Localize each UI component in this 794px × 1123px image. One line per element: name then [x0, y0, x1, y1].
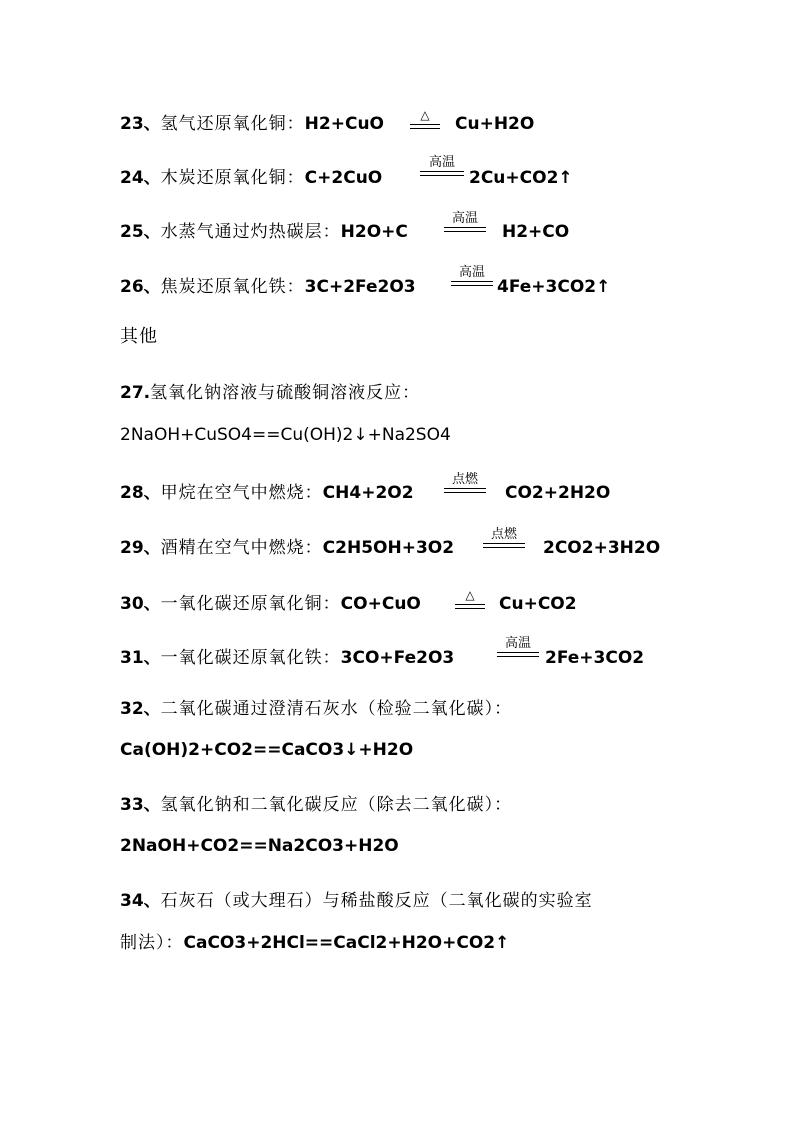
equation-line-34 [120, 890, 593, 912]
reactants: C2H5OH+3O2 [322, 538, 455, 558]
products: 2CO2+3H2O [543, 538, 661, 558]
reaction-name: 水蒸气通过灼热碳层： [160, 222, 341, 242]
reactants: CO+CuO [340, 594, 421, 614]
item-number: 33、 [120, 795, 161, 815]
reaction-name: 一氧化碳还原氧化铁： [160, 648, 341, 668]
item-number: 29、 [120, 538, 161, 558]
reaction-condition: 高温 [497, 637, 539, 657]
reaction-name: 焦炭还原氧化铁： [160, 277, 305, 297]
section-heading: 其他 [120, 326, 158, 347]
reaction-name: 石灰石（或大理石）与稀盐酸反应（二氧化碳的实验室 [160, 891, 593, 911]
products: 2Fe+3CO2 [545, 648, 645, 668]
item-number: 23、 [120, 114, 161, 134]
reaction-name: 酒精在空气中燃烧： [160, 538, 323, 558]
reaction-name: 甲烷在空气中燃烧： [160, 483, 323, 503]
reaction-condition: 高温 [420, 156, 464, 176]
reaction-name: 木炭还原氧化铜： [160, 168, 305, 188]
equation-line-32 [120, 698, 512, 720]
products: Cu+CO2 [499, 594, 577, 614]
reaction-name: 一氧化碳还原氧化铜： [160, 594, 341, 614]
reactants: H2O+C [340, 222, 408, 242]
products: 2Cu+CO2↑ [469, 168, 573, 188]
reaction-name: 氢氧化钠溶液与硫酸铜溶液反应： [150, 383, 421, 403]
equation: CaCO3+2HCl==CaCl2+H2O+CO2↑ [183, 933, 510, 953]
item-number: 30、 [120, 594, 161, 614]
equation-line-34-continued [120, 932, 509, 954]
equation: 2NaOH+CO2==Na2CO3+H2O [120, 836, 399, 856]
reactants: C+2CuO [304, 168, 383, 188]
reactants: 3CO+Fe2O3 [340, 648, 455, 668]
item-number: 24、 [120, 168, 161, 188]
equation-line-30 [120, 593, 421, 615]
equation-line-31 [120, 647, 454, 669]
item-number: 27. [120, 383, 151, 403]
equation-line-27 [120, 382, 420, 404]
equation: 2NaOH+CuSO4==Cu(OH)2↓+Na2SO4 [120, 425, 451, 445]
reaction-condition: 高温 [451, 266, 493, 286]
reaction-condition: △ [410, 108, 440, 129]
reactants: CH4+2O2 [322, 483, 414, 503]
item-number: 32、 [120, 699, 161, 719]
reaction-condition: 点燃 [444, 473, 486, 493]
equation-line-29 [120, 537, 454, 559]
item-number: 25、 [120, 222, 161, 242]
reaction-condition: 点燃 [483, 528, 525, 548]
reaction-condition: △ [455, 588, 485, 609]
item-number: 26、 [120, 277, 161, 297]
products: CO2+2H2O [505, 483, 611, 503]
item-number: 31、 [120, 648, 161, 668]
item-number: 34、 [120, 891, 161, 911]
equation-line-23 [120, 113, 384, 135]
products: H2+CO [502, 222, 570, 242]
equation-line-28 [120, 482, 414, 504]
reaction-name: 二氧化碳通过澄清石灰水（检验二氧化碳）： [160, 699, 513, 719]
reaction-condition: 高温 [444, 212, 486, 232]
equation-line-24 [120, 167, 382, 189]
reaction-name-continued: 制法）： [120, 933, 184, 953]
equation-line-26 [120, 276, 416, 298]
products: Cu+H2O [455, 114, 535, 134]
reactants: H2+CuO [304, 114, 385, 134]
products: 4Fe+3CO2↑ [497, 277, 611, 297]
reaction-name: 氢氧化钠和二氧化碳反应（除去二氧化碳）： [160, 795, 513, 815]
equation-line-25 [120, 221, 408, 243]
item-number: 28、 [120, 483, 161, 503]
equation: Ca(OH)2+CO2==CaCO3↓+H2O [120, 740, 414, 760]
reaction-name: 氢气还原氧化铜： [160, 114, 305, 134]
equation-line-33 [120, 794, 512, 816]
reactants: 3C+2Fe2O3 [304, 277, 416, 297]
